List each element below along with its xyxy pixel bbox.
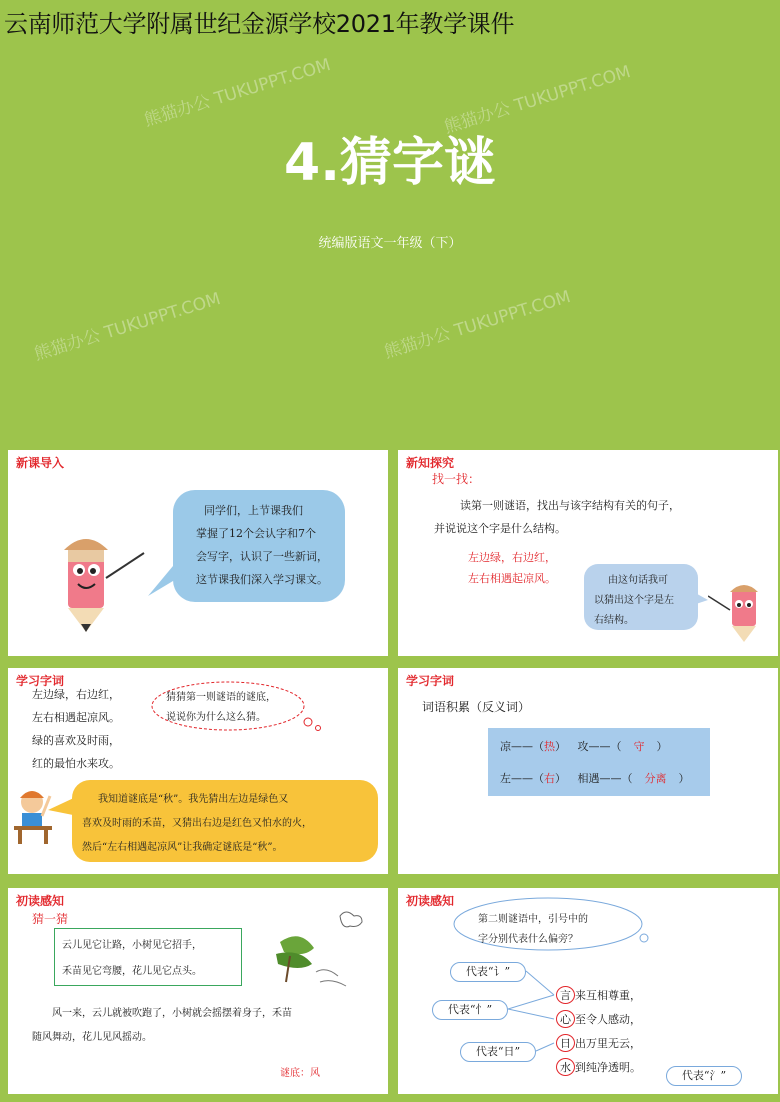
slide-words-1 [8, 668, 388, 874]
explanation: 风一来，云儿就被吹跑了，小树就会摇摆着身子，禾苗 [52, 1008, 292, 1019]
riddle-answer [280, 1064, 320, 1079]
pencil-teacher-icon [708, 578, 774, 644]
lesson-title: 4.猜字谜 [284, 133, 496, 193]
line-text: 至令人感动， [575, 1013, 641, 1026]
slide-heading: 新知探究 [406, 456, 455, 470]
thought-cloud [148, 676, 328, 738]
slide-words-2 [398, 668, 778, 874]
watermark: 熊猫办公 TUKUPPT.COM [32, 289, 223, 365]
explanation: 随风舞动，花儿见风摇动。 [32, 1032, 152, 1043]
answer-line: 喜欢及时雨的禾苗，又猜出右边是红色又怕水的火， [82, 818, 312, 829]
slide-heading: 初读感知 [406, 894, 455, 908]
bracket: ） [555, 740, 566, 753]
answer: 右 [544, 772, 555, 785]
antonym-row [500, 738, 668, 754]
riddle-line: 左右相遇起凉风。 [468, 572, 556, 585]
answer-label: 谜底： [280, 1068, 310, 1079]
school-name: 云南师范大学附属世纪金源学校2021年教学课件 [4, 10, 515, 38]
radical-label: 代表“讠” [450, 962, 526, 982]
lesson-subtitle: 统编版语文一年级（下） [318, 236, 462, 251]
instruction: 读第一则谜语，找出与该字结构有关的句子， [460, 499, 680, 512]
poem-line: 绿的喜欢及时雨， [32, 734, 120, 747]
slide-read-1 [8, 888, 388, 1094]
bracket: ） [555, 772, 566, 785]
watermark: 熊猫办公 TUKUPPT.COM [382, 287, 573, 363]
circled-char: 水 [556, 1058, 575, 1076]
cover-slide [0, 0, 780, 438]
instruction: 并说说这个字是什么结构。 [434, 522, 566, 535]
bracket: ） [678, 772, 690, 785]
student-icon [12, 786, 56, 846]
answer-line: 然后“左右相遇起凉风”让我确定谜底是“秋”。 [82, 842, 283, 853]
word: 攻——（ [577, 740, 622, 753]
watermark: 熊猫办公 TUKUPPT.COM [142, 55, 333, 131]
riddle-line: 左边绿，右边红， [468, 551, 556, 564]
cloud-line: 猜猜第一则谜语的谜底， [166, 692, 276, 703]
watermark: 熊猫办公 TUKUPPT.COM [442, 62, 633, 138]
riddle-line [556, 1034, 641, 1052]
answer-line: 我知道谜底是“秋”。我先猜出左边是绿色又 [98, 794, 289, 805]
antonym-row [500, 770, 690, 786]
circled-char: 日 [556, 1034, 575, 1052]
radical-label: 代表“日” [460, 1042, 536, 1062]
bubble-tail [690, 590, 710, 610]
riddle-line: 云儿见它让路，小树见它招手， [62, 940, 202, 951]
slide-explore [398, 450, 778, 656]
word: 凉——（ [500, 740, 544, 753]
slide-heading: 初读感知 [16, 894, 65, 908]
pencil-teacher-icon [48, 528, 148, 638]
circled-char: 心 [556, 1010, 575, 1028]
windy-tree-icon [260, 902, 370, 992]
riddle-line: 禾苗见它弯腰，花儿见它点头。 [62, 966, 202, 977]
bubble-tail [148, 560, 188, 600]
sub-heading: 词语积累（反义词） [422, 700, 531, 714]
circled-char: 言 [556, 986, 575, 1004]
word: 左——（ [500, 772, 544, 785]
line-text: 来互相尊重， [575, 989, 641, 1002]
bubble-line: 以猜出这个字是左 [594, 595, 674, 606]
sub-heading: 找一找： [432, 472, 481, 486]
riddle-line [556, 1058, 641, 1076]
slide-heading: 新课导入 [16, 456, 65, 470]
radical-label: 代表“忄” [432, 1000, 508, 1020]
bubble-line: 同学们，上节课我们 [204, 504, 303, 517]
bubble-line: 由这句话我可 [608, 575, 668, 586]
bubble-line: 这节课我们深入学习课文。 [196, 573, 328, 586]
slide-heading: 学习字词 [406, 674, 455, 688]
riddle-line [556, 986, 641, 1004]
poem-line: 红的最怕水来攻。 [32, 757, 120, 770]
slide-heading: 学习字词 [16, 674, 65, 688]
bracket: ） [656, 740, 668, 753]
cloud-line: 字分别代表什么偏旁？ [478, 934, 578, 945]
line-text: 出万里无云， [575, 1037, 641, 1050]
answer: 热 [544, 740, 555, 753]
slide-read-2 [398, 888, 778, 1094]
answer: 分离 [644, 772, 667, 785]
bubble-line: 会写字，认识了一些新词， [196, 550, 328, 563]
word: 相遇——（ [577, 772, 633, 785]
slide-intro [8, 450, 388, 656]
cloud-line: 说说你为什么这么猜。 [166, 712, 266, 723]
answer-value: 风 [310, 1068, 320, 1079]
riddle-line [556, 1010, 641, 1028]
cloud-line: 第二则谜语中，引号中的 [478, 914, 588, 925]
line-text: 到纯净透明。 [575, 1061, 641, 1074]
poem-line: 左边绿，右边红， [32, 688, 120, 701]
bubble-line: 掌握了12个会认字和7个 [196, 527, 316, 540]
bubble-line: 右结构。 [594, 615, 634, 626]
sub-heading: 猜一猜 [32, 912, 69, 926]
radical-label: 代表“氵” [666, 1066, 742, 1086]
answer: 守 [633, 740, 645, 753]
poem-line: 左右相遇起凉风。 [32, 711, 120, 724]
